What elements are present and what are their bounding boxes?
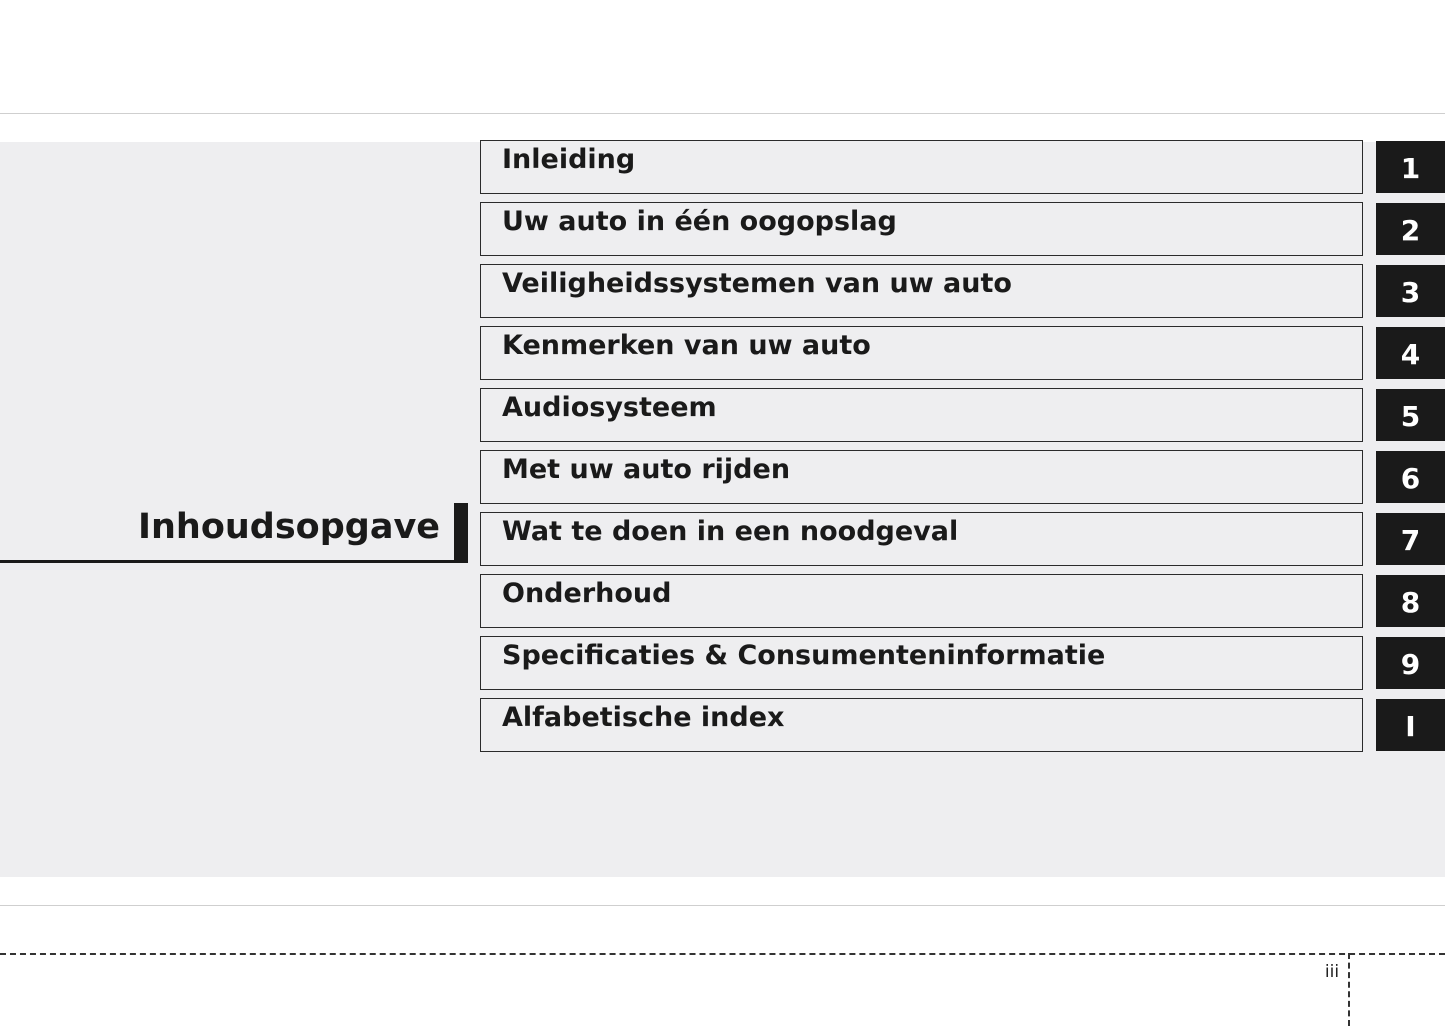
chapter-tab-9[interactable]: 9 xyxy=(1376,637,1445,689)
page-number: iii xyxy=(1324,962,1340,982)
toc-entry-specificaties[interactable] xyxy=(480,636,1445,690)
top-divider xyxy=(0,113,1445,114)
toc-entry-rijden[interactable] xyxy=(480,450,1445,504)
chapter-tab-2[interactable]: 2 xyxy=(1376,203,1445,255)
toc-entry-box xyxy=(480,202,1363,256)
toc-entry-box xyxy=(480,140,1363,194)
chapter-tab-4[interactable]: 4 xyxy=(1376,327,1445,379)
section-title-underline xyxy=(0,560,468,563)
chapter-tab-6[interactable]: 6 xyxy=(1376,451,1445,503)
cut-line-horizontal xyxy=(0,953,1445,955)
toc-entry-label: Audiosysteem xyxy=(502,392,717,423)
toc-entry-label: Inleiding xyxy=(502,144,636,175)
toc-entry-box xyxy=(480,636,1363,690)
toc-entry-noodgeval[interactable] xyxy=(480,512,1445,566)
toc-entry-label: Met uw auto rijden xyxy=(502,454,791,485)
chapter-tab-3[interactable]: 3 xyxy=(1376,265,1445,317)
toc-entry-overzicht[interactable] xyxy=(480,202,1445,256)
section-title-marker xyxy=(454,503,468,563)
toc-entry-label: Uw auto in één oogopslag xyxy=(502,206,897,237)
table-of-contents xyxy=(480,140,1445,760)
chapter-tab-7[interactable]: 7 xyxy=(1376,513,1445,565)
toc-entry-box xyxy=(480,388,1363,442)
toc-entry-index[interactable] xyxy=(480,698,1445,752)
toc-entry-inleiding[interactable] xyxy=(480,140,1445,194)
cut-line-vertical xyxy=(1348,953,1350,1026)
toc-entry-box xyxy=(480,326,1363,380)
toc-entry-kenmerken[interactable] xyxy=(480,326,1445,380)
toc-entry-box xyxy=(480,450,1363,504)
toc-entry-onderhoud[interactable] xyxy=(480,574,1445,628)
toc-entry-label: Kenmerken van uw auto xyxy=(502,330,871,361)
toc-entry-label: Onderhoud xyxy=(502,578,672,609)
toc-entry-label: Specificaties & Consumenteninformatie xyxy=(502,640,1106,671)
chapter-tab-index[interactable]: I xyxy=(1376,699,1445,751)
toc-entry-box xyxy=(480,698,1363,752)
toc-entry-audiosysteem[interactable] xyxy=(480,388,1445,442)
chapter-tab-1[interactable]: 1 xyxy=(1376,141,1445,193)
chapter-tab-8[interactable]: 8 xyxy=(1376,575,1445,627)
toc-entry-box xyxy=(480,264,1363,318)
toc-entry-label: Veiligheidssystemen van uw auto xyxy=(502,268,1012,299)
section-title: Inhoudsopgave xyxy=(137,507,440,547)
toc-entry-veiligheid[interactable] xyxy=(480,264,1445,318)
toc-entry-label: Wat te doen in een noodgeval xyxy=(502,516,959,547)
bottom-divider xyxy=(0,905,1445,906)
toc-entry-box xyxy=(480,512,1363,566)
toc-entry-box xyxy=(480,574,1363,628)
chapter-tab-5[interactable]: 5 xyxy=(1376,389,1445,441)
toc-entry-label: Alfabetische index xyxy=(502,702,785,733)
